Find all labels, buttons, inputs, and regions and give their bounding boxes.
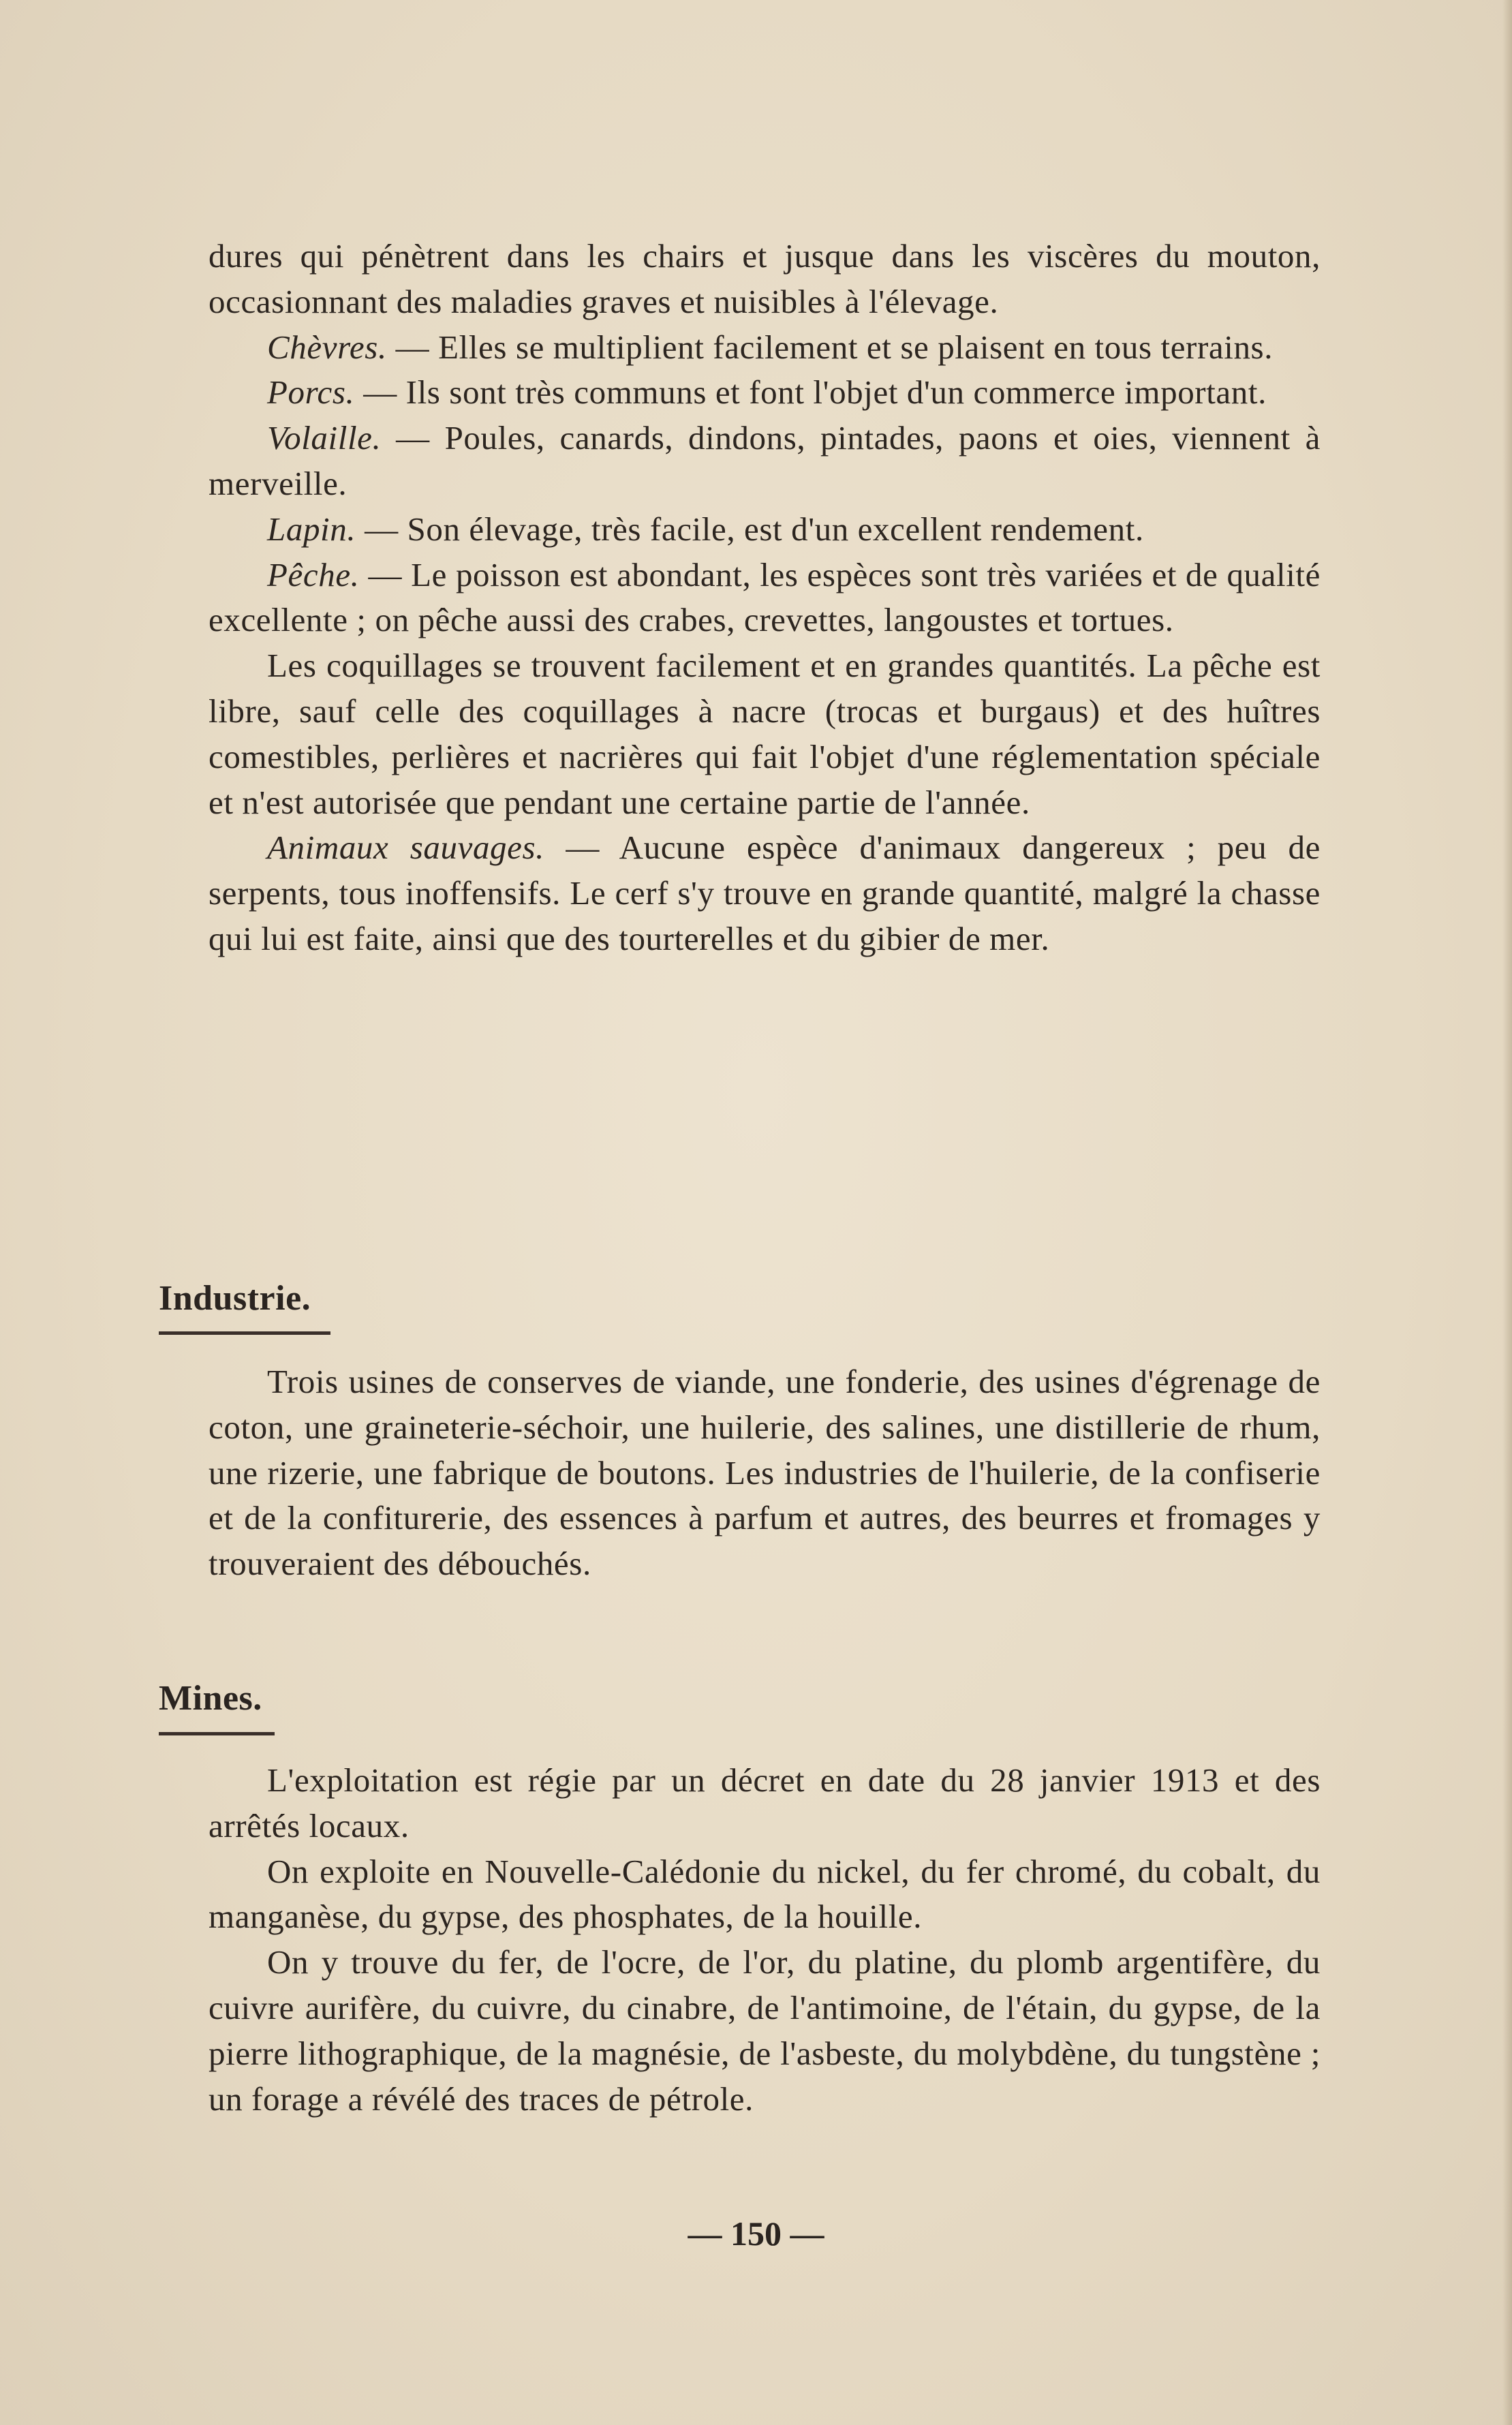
pigs-paragraph — [209, 370, 1321, 416]
shellfish-paragraph — [209, 643, 1321, 825]
mines-exploited-text: On exploite en Nouvelle-Calédonie du nickel, du fer chromé, du cobalt, du manganèse, du gypse, des phosphates, de la houille. — [209, 1852, 1321, 1936]
fishing-heading: Pêche. — [267, 555, 360, 593]
industry-text: Trois usines de conserves de viande, une fonderie, des usines d'égrenage de coton, une graineterie-séchoir, une huilerie, des salines, une distillerie de rhum, une rizerie, une fabrique de boutons. Les industries de l'huilerie, de la confiserie et de la confiturerie, des essences à parfum et autres, des beurres et fromages y trouveraient des débouchés. — [209, 1363, 1321, 1583]
poultry-text: — Poules, canards, dindons, pintades, paons et oies, viennent à merveille. — [209, 419, 1321, 502]
mines-heading-rule — [159, 1732, 275, 1735]
mines-found-text: On y trouve du fer, de l'ocre, de l'or, du platine, du plomb argentifère, du cuivre aurifère, du cuivre, du cinabre, de l'antimoine, de l'étain, du gypse, de la pierre lithographique, de la magnésie, de l'asbeste, du molybdène, du tungstène ; un forage a révélé des traces de pétrole. — [209, 1943, 1321, 2118]
pigs-heading: Porcs. — [267, 373, 355, 412]
rabbit-text: — Son élevage, très facile, est d'un excellent rendement. — [356, 510, 1144, 548]
wild-animals-heading: Animaux sauvages. — [267, 829, 545, 867]
industry-section — [209, 1359, 1321, 1587]
mines-section — [209, 1758, 1321, 2122]
goats-paragraph — [209, 325, 1321, 371]
mines-paragraph-exploited — [209, 1849, 1321, 1941]
wild-animals-paragraph — [209, 825, 1321, 961]
industry-heading: Industrie. — [159, 1279, 311, 1318]
mines-regulation-text: L'exploitation est régie par un décret en date du 28 janvier 1913 et des arrêtés locaux. — [209, 1761, 1321, 1844]
industry-paragraph — [209, 1359, 1321, 1587]
fishing-text: — Le poisson est abondant, les espèces sont très variées et de qualité excellente ; on pêche aussi des crabes, crevettes, langoustes et tortues. — [209, 555, 1321, 639]
industry-heading-rule — [159, 1331, 330, 1335]
page-number: — 150 — — [688, 2214, 824, 2253]
mines-heading: Mines. — [159, 1679, 262, 1718]
mines-paragraph-found — [209, 1940, 1321, 2122]
pigs-text: — Ils sont très communs et font l'objet d'un commerce important. — [354, 373, 1267, 412]
rabbit-paragraph — [209, 507, 1321, 553]
livestock-section — [209, 234, 1321, 962]
intro-paragraph — [209, 234, 1321, 325]
fishing-paragraph — [209, 553, 1321, 644]
rabbit-heading: Lapin. — [267, 510, 356, 548]
goats-text: — Elles se multiplient facilement et se plaisent en tous terrains. — [386, 328, 1274, 366]
goats-heading: Chèvres. — [267, 328, 387, 366]
poultry-paragraph — [209, 416, 1321, 507]
poultry-heading: Volaille. — [267, 419, 382, 457]
intro-text: dures qui pénètrent dans les chairs et jusque dans les viscères du mouton, occasionnant des maladies graves et nuisibles à l'élevage. — [209, 237, 1321, 320]
shellfish-text: Les coquillages se trouvent facilement et en grandes quantités. La pêche est libre, sauf celle des coquillages à nacre (trocas et burgaus) et des huîtres comestibles, perlières et nacrières qui fait l'objet d'une réglementation spéciale et n'est autorisée que pendant une certaine partie de l'année. — [209, 647, 1321, 821]
wild-animals-text: — Aucune espèce d'animaux dangereux ; peu de serpents, tous inoffensifs. Le cerf s'y trouve en grande quantité, malgré la chasse qui lui est faite, ainsi que des tourterelles et du gibier de mer. — [209, 829, 1321, 957]
page-edge-shadow — [1502, 0, 1512, 2425]
mines-paragraph-regulation — [209, 1758, 1321, 1849]
